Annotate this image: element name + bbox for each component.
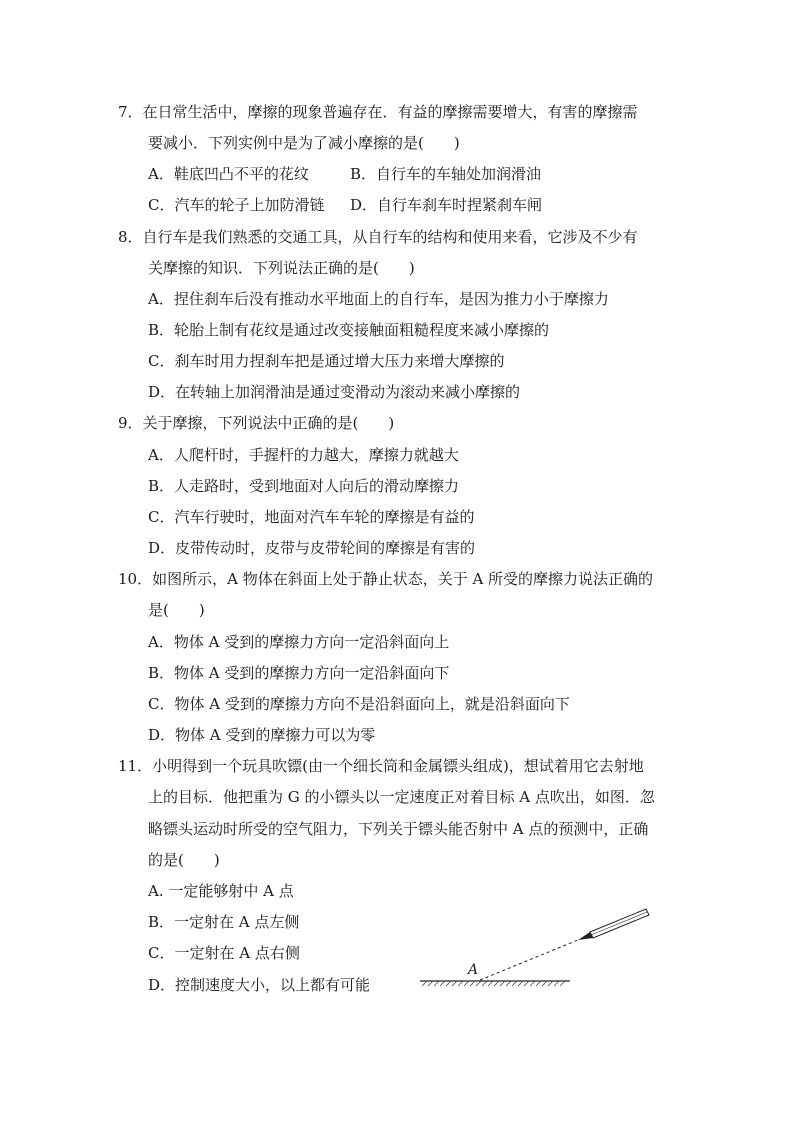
q10-stem-line1: 10．如图所示，A 物体在斜面上处于静止状态，关于 A 所受的摩擦力说法正确的 <box>118 570 654 588</box>
q7-stem-line2: 要减小．下列实例中是为了减小摩擦的是( ) <box>148 134 460 152</box>
dart-figure <box>410 898 660 993</box>
q8-option-a: A．捏住刹车后没有推动水平地面上的自行车，是因为推力小于摩擦力 <box>148 290 609 308</box>
q7-option-c: C．汽车的轮子上加防滑链 <box>148 196 325 214</box>
q7-option-d: D．自行车刹车时捏紧刹车闸 <box>350 196 543 214</box>
q9-option-c: C．汽车行驶时，地面对汽车车轮的摩擦是有益的 <box>148 508 475 526</box>
q7-stem-line1: 7．在日常生活中，摩擦的现象普遍存在．有益的摩擦需要增大，有害的摩擦需 <box>118 103 638 121</box>
q11-option-b: B．一定射在 A 点左侧 <box>148 913 300 931</box>
q8-option-d: D．在转轴上加润滑油是通过变滑动为滚动来减小摩擦的 <box>148 383 521 401</box>
q11-stem-line4: 的是( ) <box>148 851 220 869</box>
q11-stem-line2: 上的目标．他把重为 G 的小镖头以一定速度正对着目标 A 点吹出，如图．忽 <box>148 788 655 806</box>
q11-option-a: A. 一定能够射中 A 点 <box>148 882 294 900</box>
q9-stem-line1: 9．关于摩擦，下列说法中正确的是( ) <box>118 414 395 432</box>
q11-option-d: D．控制速度大小，以上都有可能 <box>148 976 371 994</box>
q10-option-c: C．物体 A 受到的摩擦力方向不是沿斜面向上，就是沿斜面向下 <box>148 695 570 713</box>
q10-option-a: A．物体 A 受到的摩擦力方向一定沿斜面向上 <box>148 633 450 651</box>
aim-line <box>480 940 578 980</box>
ground-hatching <box>422 981 565 986</box>
q9-option-b: B．人走路时，受到地面对人向后的滑动摩擦力 <box>148 477 460 495</box>
q11-stem-line3: 略镖头运动时所受的空气阻力，下列关于镖头能否射中 A 点的预测中，正确 <box>148 820 649 838</box>
q10-stem-line2: 是( ) <box>148 601 205 619</box>
q11-stem-line1: 11．小明得到一个玩具吹镖(由一个细长筒和金属镖头组成)，想试着用它去射地 <box>118 757 644 775</box>
q10-option-d: D．物体 A 受到的摩擦力可以为零 <box>148 726 376 744</box>
q8-option-c: C．刹车时用力捏刹车把是通过增大压力来增大摩擦的 <box>148 352 505 370</box>
q11-option-c: C．一定射在 A 点右侧 <box>148 944 300 962</box>
q8-option-b: B．轮胎上制有花纹是通过改变接触面粗糙程度来减小摩擦的 <box>148 321 550 339</box>
point-a-label: A <box>468 962 479 978</box>
q9-option-d: D．皮带传动时，皮带与皮带轮间的摩擦是有害的 <box>148 539 476 557</box>
q10-option-b: B．物体 A 受到的摩擦力方向一定沿斜面向下 <box>148 664 450 682</box>
q8-stem-line1: 8．自行车是我们熟悉的交通工具，从自行车的结构和使用来看，它涉及不少有 <box>118 228 638 246</box>
q8-stem-line2: 关摩擦的知识．下列说法正确的是( ) <box>148 259 415 277</box>
q7-option-a: A．鞋底凹凸不平的花纹 <box>148 165 309 183</box>
blow-tube-inner <box>591 912 647 935</box>
q7-option-b: B．自行车的车轴处加润滑油 <box>350 165 542 183</box>
q9-option-a: A．人爬杆时，手握杆的力越大，摩擦力就越大 <box>148 446 459 464</box>
